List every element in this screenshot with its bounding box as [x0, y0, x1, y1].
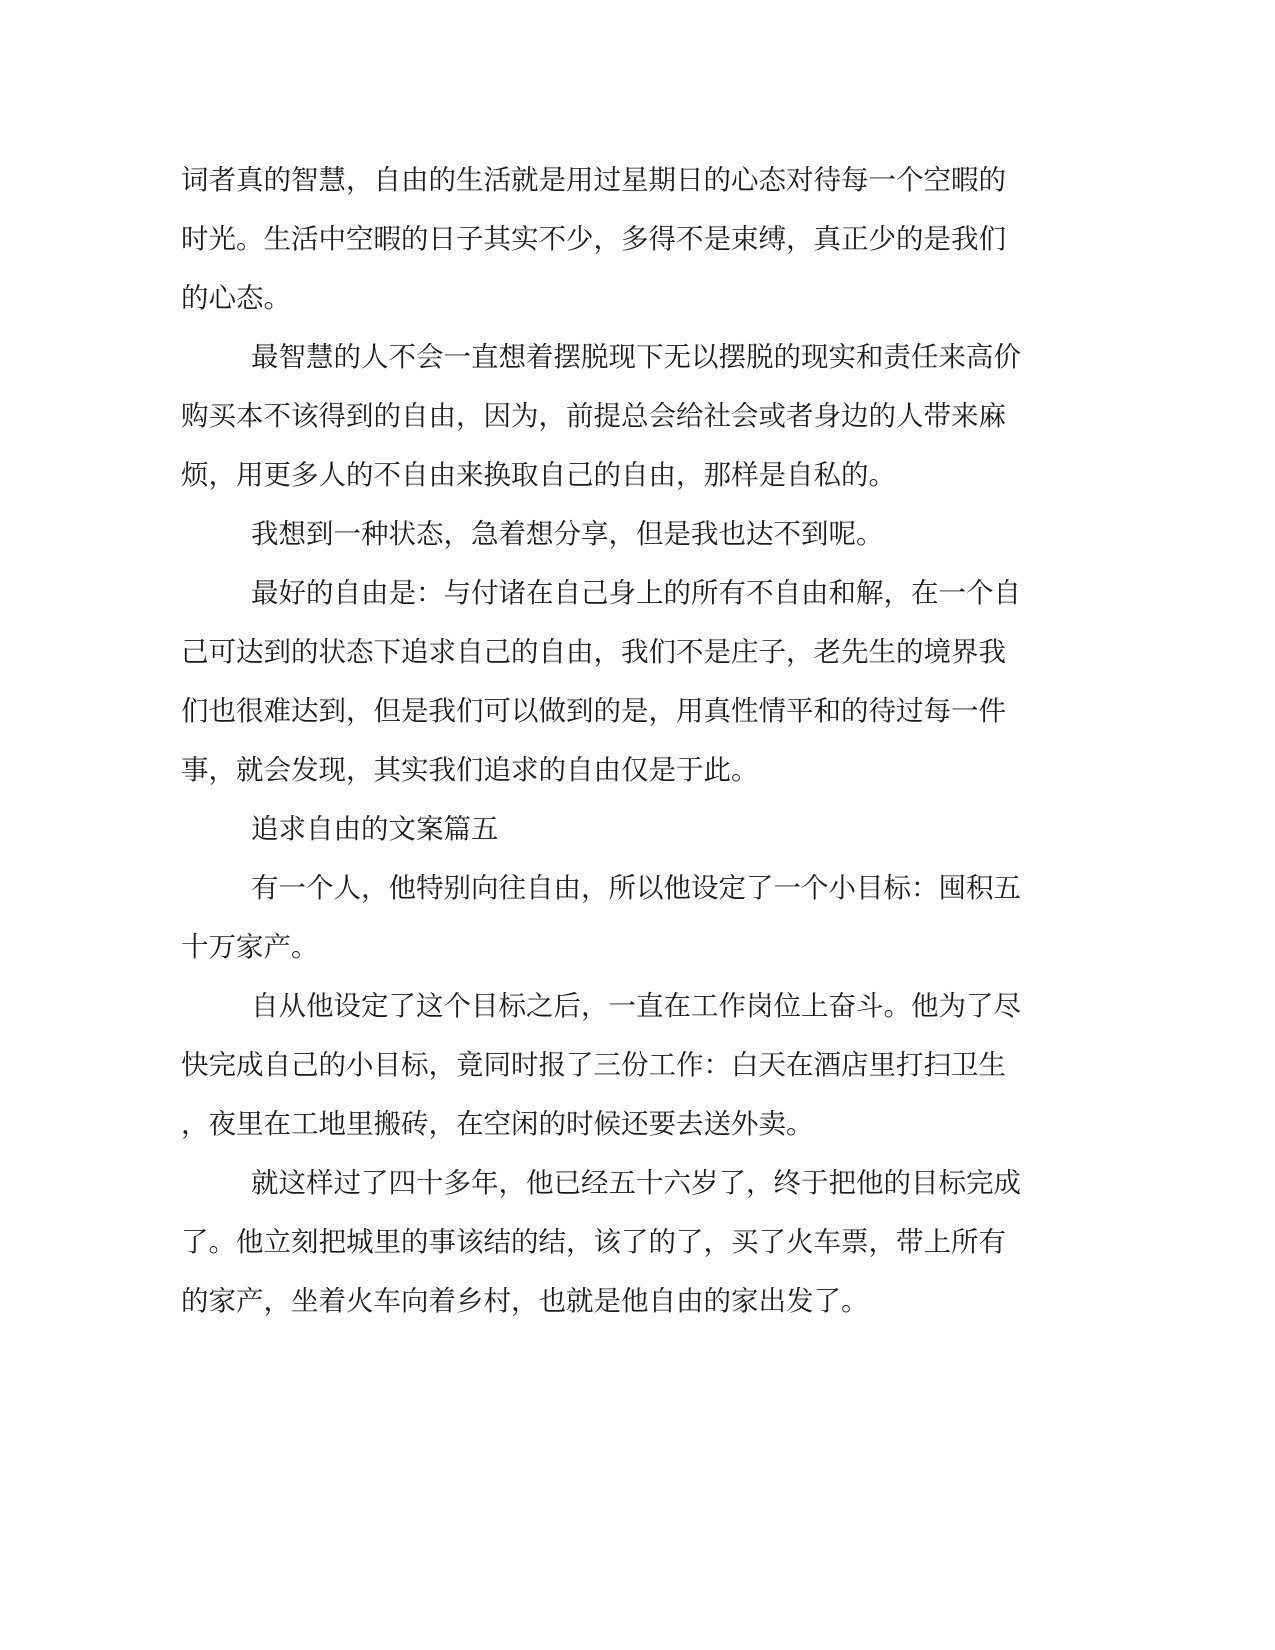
- paragraph-line: 们也很难达到，但是我们可以做到的是，用真性情平和的待过每一件: [181, 695, 1006, 727]
- paragraph-line: 购买本不该得到的自由，因为，前提总会给社会或者身边的人带来麻: [181, 400, 1006, 432]
- paragraph-line: 己可达到的状态下追求自己的自由，我们不是庄子，老先生的境界我: [181, 636, 1006, 668]
- paragraph-line: 时光。生活中空暇的日子其实不少，多得不是束缚，真正少的是我们: [181, 223, 1006, 255]
- paragraph-line: 烦，用更多人的不自由来换取自己的自由，那样是自私的。: [181, 459, 896, 491]
- paragraph-line: 有一个人，他特别向往自由，所以他设定了一个小目标：囤积五: [251, 872, 1021, 904]
- paragraph-line: 的心态。: [181, 282, 291, 314]
- paragraph-line: 就这样过了四十多年，他已经五十六岁了，终于把他的目标完成: [251, 1167, 1021, 1199]
- section-heading: 追求自由的文案篇五: [251, 813, 499, 845]
- paragraph-line: ，夜里在工地里搬砖，在空闲的时候还要去送外卖。: [181, 1108, 814, 1140]
- paragraph-line: 十万家产。: [181, 931, 319, 963]
- paragraph-line: 最好的自由是：与付诸在自己身上的所有不自由和解，在一个自: [251, 577, 1021, 609]
- paragraph-line: 的家产，坐着火车向着乡村，也就是他自由的家出发了。: [181, 1285, 869, 1317]
- paragraph-line: 自从他设定了这个目标之后，一直在工作岗位上奋斗。他为了尽: [251, 990, 1021, 1022]
- paragraph-line: 我想到一种状态，急着想分享，但是我也达不到呢。: [251, 518, 884, 550]
- paragraph-line: 快完成自己的小目标，竟同时报了三份工作：白天在酒店里打扫卫生: [181, 1049, 1006, 1081]
- paragraph-line: 了。他立刻把城里的事该结的结，该了的了，买了火车票，带上所有: [181, 1226, 1006, 1258]
- paragraph-line: 最智慧的人不会一直想着摆脱现下无以摆脱的现实和责任来高价: [251, 341, 1021, 373]
- paragraph-line: 事，就会发现，其实我们追求的自由仅是于此。: [181, 754, 759, 786]
- paragraph-line: 词者真的智慧，自由的生活就是用过星期日的心态对待每一个空暇的: [181, 164, 1006, 196]
